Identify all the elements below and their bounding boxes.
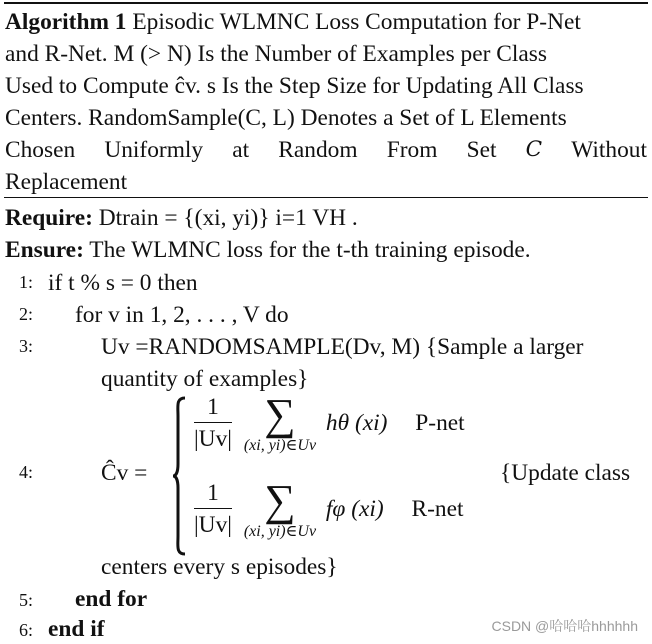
top-rule <box>4 2 648 4</box>
rnet-function: fφ (xi) <box>325 496 384 522</box>
step-number: 4: <box>19 462 34 482</box>
rnet-row <box>194 475 464 541</box>
fraction: $\frac{1}{|Uv|}$ <box>194 394 232 452</box>
summation: ∑ (xi, yi)∈Uv <box>243 475 317 540</box>
caption-line-1: Algorithm 1 Episodic WLMNC Loss Computation for P-Net <box>5 9 581 35</box>
step-6: end if <box>48 616 105 642</box>
step-number: 6: <box>19 620 34 640</box>
summation: ∑ (xi, yi)∈Uv <box>243 389 317 454</box>
caption-rule <box>4 197 648 198</box>
caption-line-6: Replacement <box>5 169 128 195</box>
centers-lhs: Ĉv = <box>101 460 148 486</box>
caption-line-2: and R-Net. M (> N) Is the Number of Examples per Class <box>5 41 547 67</box>
caption-line-4: Centers. RandomSample(C, L) Denotes a Set of L Elements <box>5 105 567 131</box>
caption-line-3: Used to Compute ĉv. s Is the Step Size for Updating All Class <box>5 73 584 99</box>
step-3-continuation: quantity of examples} <box>101 366 309 392</box>
require-line: Require: Dtrain = {(xi, yi)} i=1 VH . <box>5 205 358 231</box>
ensure-line: Ensure: The WLMNC loss for the t-th training episode. <box>5 237 531 263</box>
watermark: CSDN @哈哈哈hhhhhh <box>491 618 638 634</box>
step-number: 2: <box>19 304 34 324</box>
step-4-continuation: centers every s episodes} <box>101 554 338 580</box>
step-5: end for <box>75 586 148 612</box>
step-2: for v in 1, 2, . . . , V do <box>75 302 289 328</box>
step-number: 5: <box>19 590 34 610</box>
algorithm-caption <box>5 6 647 198</box>
left-brace <box>172 396 186 556</box>
step-4-comment: {Update class <box>500 460 631 486</box>
pnet-label: P-net <box>415 410 465 436</box>
pnet-function: hθ (xi) <box>325 410 388 436</box>
fraction: $\frac{1}{|Uv|}$ <box>194 480 232 538</box>
algorithm-label: Algorithm 1 <box>5 9 127 35</box>
step-number: 1: <box>19 272 34 292</box>
rnet-label: R-net <box>411 496 464 522</box>
step-1: if t % s = 0 then <box>48 270 198 296</box>
pnet-row <box>194 389 465 455</box>
step-number: 3: <box>19 336 34 356</box>
step-3: Uv =RANDOMSAMPLE(Dv, M) {Sample a larger <box>101 334 584 360</box>
require-expression: Dtrain = {(xi, yi)} i=1 VH . <box>98 205 358 231</box>
caption-line-5: Chosen Uniformly at Random From Set C Without <box>5 137 647 163</box>
